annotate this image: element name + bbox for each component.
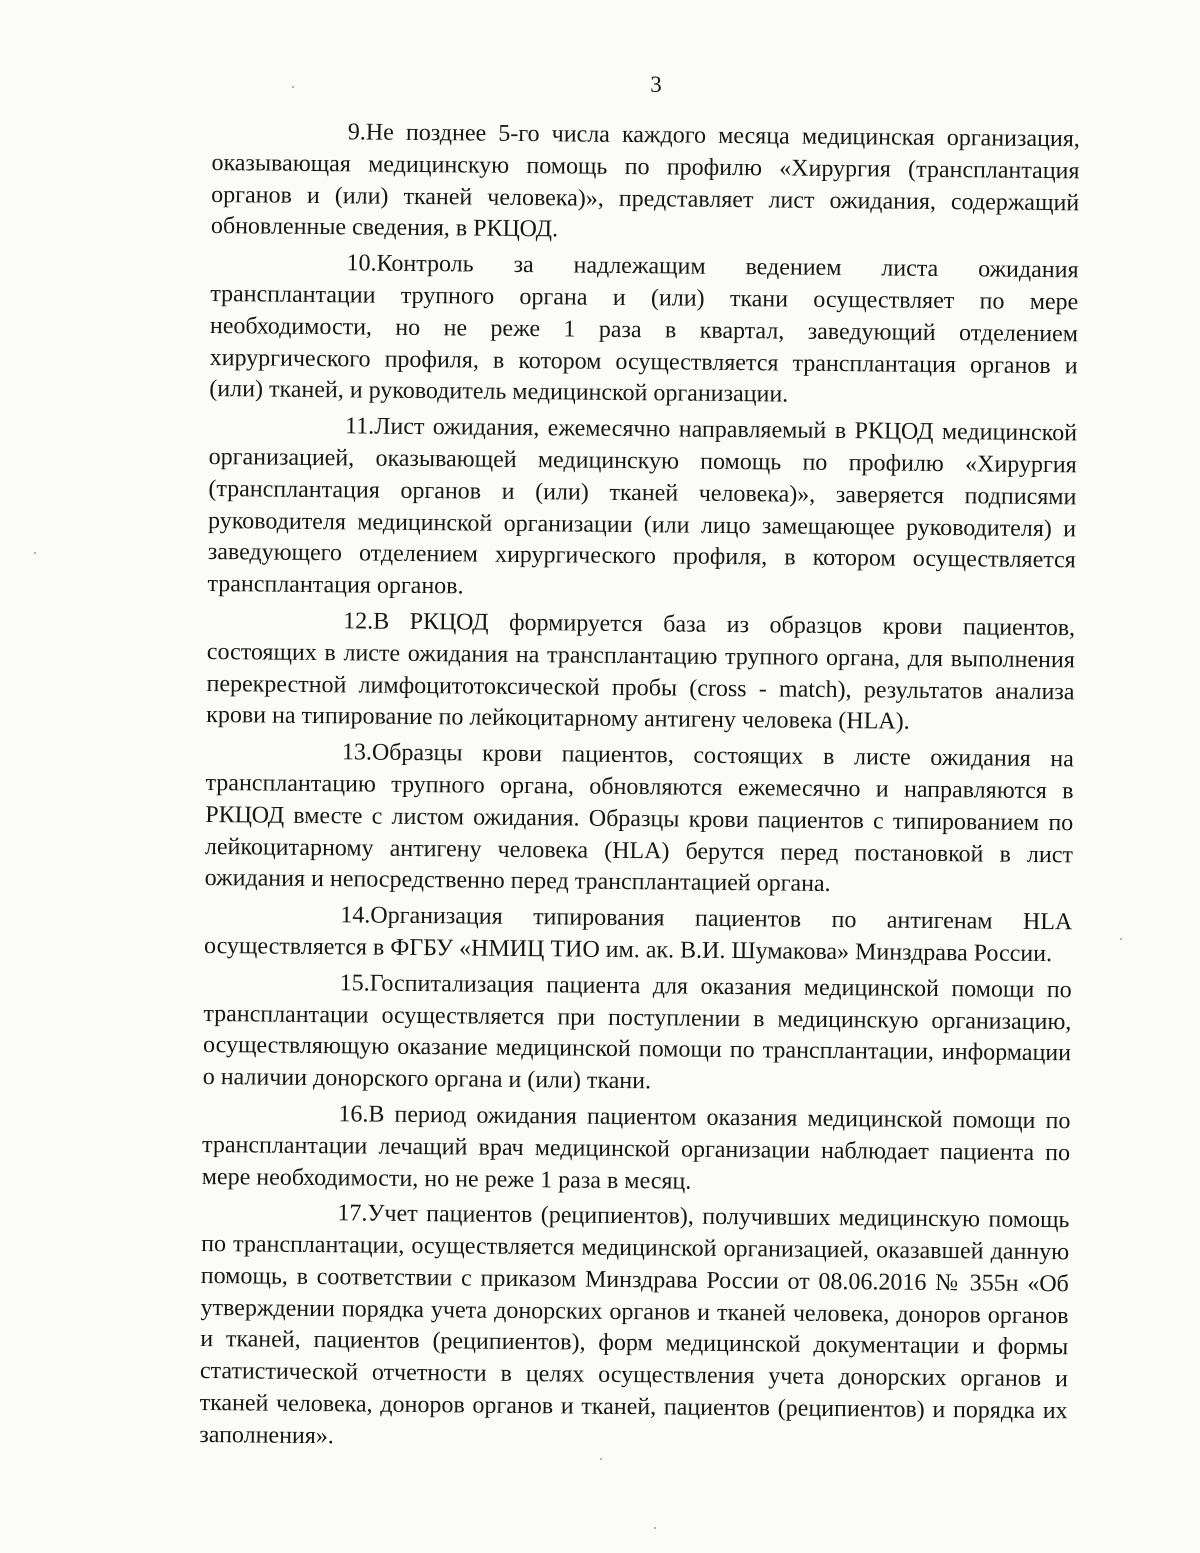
paragraph-text: В период ожидания пациентом оказания медицинской помощи по трансплантации лечащий врач медицинской организации наблюдает пациента по мере необходимости, но не реже 1 раза в месяц. [201, 1101, 1071, 1195]
paragraph-text: В РКЦОД формируется база из образцов крови пациентов, состоящих в листе ожидания на трансплантацию трупного органа, для выполнения перекрестной лимфоцитотоксической пробы (cross - match), результатов анализа крови на типирование по лейкоцитарному антигену человека (HLA). [206, 608, 1076, 736]
paragraph-16 [202, 1098, 1071, 1202]
paragraph-number: 13. [341, 739, 373, 766]
paragraph-text: Образцы крови пациентов, состоящих в листе ожидания на трансплантацию трупного органа, обновляются ежемесячно и направляются в РКЦОД вместе с листом ожидания. Образцы крови пациентов с типированием по лейкоцитарному антигену человека (HLA) берутся перед постановкой в лист ожидания и непосредственно перед трансплантацией органа. [204, 739, 1074, 898]
paragraph-10 [209, 247, 1078, 414]
document-body [199, 116, 1080, 1464]
paragraph-number: 17. [337, 1200, 368, 1227]
paragraph-15 [203, 967, 1072, 1103]
paragraph-text: Лист ожидания, ежемесячно направляемый в РКЦОД медицинской организацией, оказывающей медицинскую помощь по профилю «Хирургия (трансплантация органов и (или) тканей человека)», заверяется подписями руководителя медицинской организации (или лицо замещающее руководителя) и заведующего отделением хирургического профиля, в котором осуществляется трансплантация органов. [207, 413, 1078, 600]
scan-speck [292, 86, 294, 88]
paragraph-13 [205, 736, 1074, 903]
paragraph-11 [207, 410, 1077, 609]
scan-speck [1120, 938, 1122, 940]
paragraph-text: Контроль за надлежащим ведением листа ожидания трансплантации трупного органа и (или) ткани осуществляет по мере необходимости, но не реже 1 раза в квартал, заведующий отделением хирургического профиля, в котором осуществляется трансплантация органов и (или) тканей, и руководитель медицинской организации. [209, 250, 1079, 408]
scan-speck [654, 1527, 656, 1529]
paragraph-text: Не позднее 5-го числа каждого месяца медицинская организация, оказывающая медицинскую помощь по профилю «Хирургия (трансплантация органов и (или) тканей человека)», представляет лист ожидания, содержащий обновленные сведения, в РКЦОД. [210, 119, 1080, 243]
paragraph-number: 15. [339, 969, 370, 997]
paragraph-text: Учет пациентов (реципиентов), получивших медицинскую помощь по трансплантации, осуществляется медицинской организацией, оказавшей данную помощь, в соответствии с приказом Минздрава России от 08.06.2016 № 355н «Об утверждении порядка учета донорских органов и тканей человека, доноров органов и тканей, пациентов (реципиентов), форм медицинской документации и формы статистической отчетности в целях осуществления учета донорских органов и тканей человека, доноров органов и тканей, пациентов (реципиентов) и порядка их заполнения». [199, 1200, 1070, 1450]
paragraph-9 [211, 116, 1080, 252]
paragraph-text: Госпитализация пациента для оказания медицинской помощи по трансплантации осуществляется при поступлении в медицинскую организацию, осуществляющую оказание медицинской помощи по трансплантации, информации о наличии донорского органа и (или) ткани. [202, 970, 1072, 1095]
paragraph-14 [204, 899, 1073, 971]
paragraph-number: 16. [338, 1101, 369, 1128]
paragraph-number: 14. [340, 902, 371, 929]
paragraph-number: 12. [343, 608, 374, 635]
scan-speck [34, 552, 36, 554]
paragraph-number: 10. [346, 250, 377, 277]
paragraph-12 [206, 605, 1075, 741]
paragraph-number: 9. [347, 119, 366, 146]
page-number: 3 [650, 72, 662, 97]
scan-speck [600, 1458, 602, 1460]
paragraph-number: 11. [344, 413, 375, 440]
paragraph-17 [199, 1197, 1069, 1460]
paragraph-text: Организация типирования пациентов по антигенам HLA осуществляется в ФГБУ «НМИЦ ТИО им. ак. В.И. Шумакова» Минздрава России. [203, 902, 1073, 968]
